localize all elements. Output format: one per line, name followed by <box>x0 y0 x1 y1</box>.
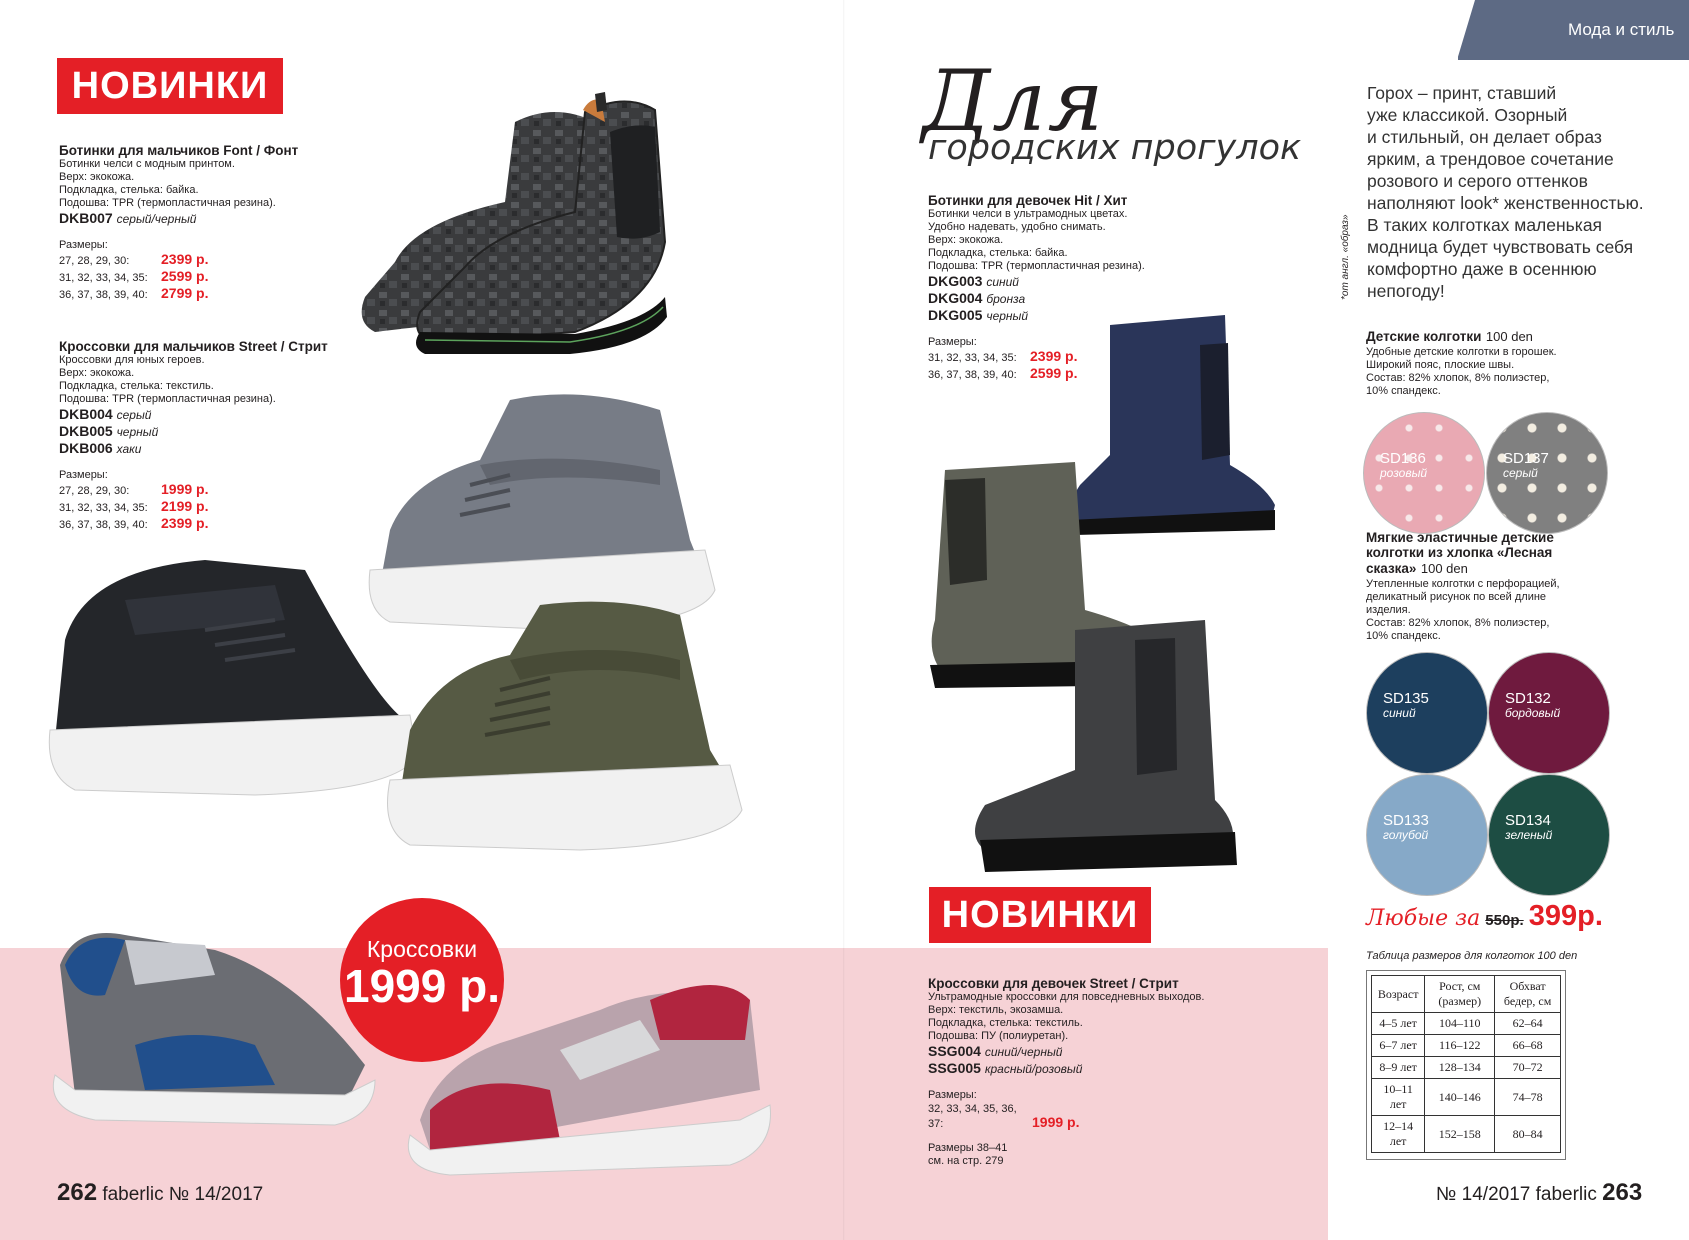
column-header: Обхват бедер, см <box>1495 976 1561 1013</box>
product-desc-line: Ботинки челси с модным принтом. <box>59 158 235 170</box>
size-range: 36, 37, 38, 39, 40: <box>59 289 148 301</box>
page-gutter <box>843 0 845 1240</box>
table-row <box>1372 1013 1561 1035</box>
size-range: 31, 32, 33, 34, 35: <box>59 272 148 284</box>
product-desc-line: Ботинки челси в ультрамодных цветах. <box>928 208 1128 220</box>
product-sneakers-girls <box>928 976 1258 1168</box>
product-desc-line: Ультрамодные кроссовки для повседневных выходов. <box>928 991 1205 1003</box>
code-color: серый/черный <box>116 212 197 226</box>
product-boots-font <box>59 143 359 303</box>
table-row <box>1372 1057 1561 1079</box>
promo-line1: Кроссовки <box>366 936 478 962</box>
code-color: бронза <box>986 292 1026 306</box>
intro-line: и стильный, он делает образ <box>1367 127 1602 147</box>
intro-line: наполняют look* женственностью. <box>1367 193 1644 213</box>
size-row <box>928 1102 1258 1132</box>
code-value: DKB005 <box>59 423 113 439</box>
table-cell: 4–5 лет <box>1372 1013 1425 1035</box>
column-header: Рост, см (размер) <box>1425 976 1495 1013</box>
promo-line2: 1999 р. <box>344 960 500 1012</box>
size-price: 1999 р. <box>1032 1114 1080 1130</box>
code-value: SSG004 <box>928 1043 981 1059</box>
swatch-sd132[interactable] <box>1488 652 1610 774</box>
swatch-color-name: голубой <box>1383 828 1429 842</box>
size-range: 36, 37, 38, 39, 40: <box>59 519 148 531</box>
swatch-sd137[interactable] <box>1486 412 1608 534</box>
sizes-label: Размеры: <box>928 1089 977 1101</box>
size-note: см. на стр. 279 <box>928 1155 1004 1167</box>
sneaker-black-image <box>45 540 435 810</box>
swatch-code: SD135 <box>1383 690 1429 707</box>
table-row <box>1372 1116 1561 1153</box>
code-color: черный <box>116 425 159 439</box>
size-range: 27, 28, 29, 30: <box>59 485 130 497</box>
new-badge-left <box>57 58 283 114</box>
code-value: DKB007 <box>59 210 113 226</box>
swatch-color-name: розовый <box>1380 466 1428 480</box>
price-offer <box>1366 900 1603 933</box>
intro-line: комфортно даже в осеннюю <box>1367 259 1597 279</box>
folio-left <box>57 1179 263 1207</box>
section-tab-label: Мода и стиль <box>1568 20 1675 39</box>
code-color: серый <box>116 408 152 422</box>
promo-price-circle <box>340 898 504 1062</box>
intro-line: уже классикой. Озорный <box>1367 105 1568 125</box>
code-value: DKG005 <box>928 307 983 323</box>
intro-line: модница будет чувствовать себя <box>1367 237 1634 257</box>
brand-name: faberlic <box>1535 1184 1597 1205</box>
intro-line: ярким, а трендовое сочетание <box>1367 149 1614 169</box>
code-color: хаки <box>116 442 142 456</box>
product-title-line: Мягкие эластичные детские <box>1366 530 1554 545</box>
swatch-code: SD136 <box>1380 450 1426 467</box>
intro-line: В таких колготках маленькая <box>1367 215 1603 235</box>
boot-black-image <box>965 610 1255 880</box>
code-value: DKB006 <box>59 440 113 456</box>
table-cell: 128–134 <box>1425 1057 1495 1079</box>
size-table <box>1371 975 1561 1153</box>
product-title: Кроссовки для девочек Street / Стрит <box>928 976 1179 991</box>
sizes-label: Размеры: <box>59 469 108 481</box>
product-desc-line: Кроссовки для юных героев. <box>59 354 205 366</box>
size-row <box>59 482 379 499</box>
code-color: синий/черный <box>984 1045 1063 1059</box>
code-value: SSG005 <box>928 1060 981 1076</box>
issue-number: № 14/2017 <box>168 1184 264 1205</box>
table-cell: 12–14 лет <box>1372 1116 1425 1153</box>
product-desc-line: Подкладка, стелька: байка. <box>928 247 1068 259</box>
product-code <box>928 1043 1258 1060</box>
size-row <box>59 516 379 533</box>
product-desc-line: деликатный рисунок по всей длине <box>1366 591 1547 603</box>
product-desc-line: Утепленные колготки с перфорацией, <box>1366 578 1560 590</box>
new-badge-label: НОВИНКИ <box>941 894 1139 936</box>
issue-number: № 14/2017 <box>1436 1184 1531 1205</box>
product-desc-line: Верх: текстиль, экозамша. <box>928 1004 1064 1016</box>
product-title-line: колготки из хлопка «Лесная <box>1366 545 1553 560</box>
sneaker-khaki-image <box>380 600 770 870</box>
size-price: 2799 р. <box>161 285 209 301</box>
product-desc-line: Подкладка, стелька: текстиль. <box>59 380 214 392</box>
product-desc-line: Состав: 82% хлопок, 8% полиэстер, <box>1366 372 1550 384</box>
product-desc-line: Подошва: TPR (термопластичная резина). <box>928 260 1145 272</box>
size-price: 2399 р. <box>1030 348 1078 364</box>
brand-name: faberlic <box>102 1184 164 1205</box>
offer-label: Любые за <box>1366 906 1481 931</box>
swatch-color-name: бордовый <box>1505 706 1561 720</box>
section-tab[interactable] <box>1458 0 1689 60</box>
product-desc-line: Верх: экокожа. <box>59 171 135 183</box>
product-desc-line: 10% спандекс. <box>1366 630 1441 642</box>
swatch-sd136[interactable] <box>1363 412 1485 534</box>
size-range: 32, 33, 34, 35, 36, 37: <box>928 1103 1017 1130</box>
product-code <box>59 210 359 227</box>
size-price: 2599 р. <box>161 268 209 284</box>
table-cell: 8–9 лет <box>1372 1057 1425 1079</box>
column-header: Возраст <box>1372 976 1425 1013</box>
swatch-code: SD134 <box>1505 812 1551 829</box>
size-range: 36, 37, 38, 39, 40: <box>928 369 1017 381</box>
product-desc-line: Состав: 82% хлопок, 8% полиэстер, <box>1366 617 1550 629</box>
code-value: DKB004 <box>59 406 113 422</box>
product-title: Детские колготки <box>1366 329 1482 344</box>
size-range: 31, 32, 33, 34, 35: <box>928 352 1017 364</box>
product-desc-line: Верх: экокожа. <box>928 234 1004 246</box>
size-price: 2599 р. <box>1030 365 1078 381</box>
code-color: черный <box>986 309 1029 323</box>
sizes-label: Размеры: <box>928 336 977 348</box>
product-desc-line: Подошва: TPR (термопластичная резина). <box>59 393 276 405</box>
product-desc-line: изделия. <box>1366 604 1411 616</box>
product-tights-forest <box>1366 530 1666 643</box>
product-desc-line: Широкий пояс, плоские швы. <box>1366 359 1515 371</box>
swatch-sd134[interactable] <box>1488 774 1610 896</box>
size-table-caption: Таблица размеров для колготок 100 den <box>1366 950 1578 962</box>
boot-font-image <box>355 92 725 362</box>
folio-right <box>1436 1179 1642 1207</box>
product-desc-line: Подошва: TPR (термопластичная резина). <box>59 197 276 209</box>
product-desc-line: Подкладка, стелька: байка. <box>59 184 199 196</box>
table-cell: 104–110 <box>1425 1013 1495 1035</box>
product-title-suffix: 100 den <box>1420 561 1468 576</box>
product-desc-line: Верх: экокожа. <box>59 367 135 379</box>
table-cell: 10–11 лет <box>1372 1079 1425 1116</box>
new-price: 399р. <box>1528 900 1603 932</box>
table-cell: 62–64 <box>1495 1013 1561 1035</box>
page-number: 262 <box>57 1179 98 1206</box>
table-cell: 80–84 <box>1495 1116 1561 1153</box>
table-cell: 74–78 <box>1495 1079 1561 1116</box>
swatch-color-name: серый <box>1503 466 1538 480</box>
product-title-suffix: 100 den <box>1485 329 1533 344</box>
page-heading: Для <box>922 52 1106 150</box>
table-cell: 140–146 <box>1425 1079 1495 1116</box>
product-title: Кроссовки для мальчиков Street / Стрит <box>59 339 328 354</box>
product-title: Ботинки для мальчиков Font / Фонт <box>59 143 299 158</box>
size-range: 27, 28, 29, 30: <box>59 255 130 267</box>
size-range: 31, 32, 33, 34, 35: <box>59 502 148 514</box>
swatch-color-name: синий <box>1383 706 1416 720</box>
code-value: DKG003 <box>928 273 983 289</box>
intro-line: непогоду! <box>1367 281 1445 301</box>
size-row <box>59 499 379 516</box>
page-subheading: городских прогулок <box>928 128 1302 168</box>
size-row <box>59 269 359 286</box>
table-cell: 66–68 <box>1495 1035 1561 1057</box>
swatch-code: SD137 <box>1503 450 1549 467</box>
size-row <box>59 286 359 303</box>
sizes-label: Размеры: <box>59 239 108 251</box>
table-cell: 152–158 <box>1425 1116 1495 1153</box>
sneaker-blue-image <box>45 905 385 1135</box>
new-badge-right <box>929 887 1151 943</box>
code-value: DKG004 <box>928 290 983 306</box>
table-cell: 116–122 <box>1425 1035 1495 1057</box>
intro-line: розового и серого оттенков <box>1367 171 1588 191</box>
intro-paragraph <box>1367 82 1667 302</box>
page-number: 263 <box>1602 1179 1643 1206</box>
product-desc-line: Удобно надевать, удобно снимать. <box>928 221 1106 233</box>
intro-line: Горох – принт, ставший <box>1367 83 1557 103</box>
product-code <box>59 440 379 457</box>
table-cell: 6–7 лет <box>1372 1035 1425 1057</box>
product-sneakers-boys <box>59 339 379 533</box>
swatch-code: SD132 <box>1505 690 1551 707</box>
size-price: 2399 р. <box>161 251 209 267</box>
size-price: 2199 р. <box>161 498 209 514</box>
product-code <box>59 406 379 423</box>
swatch-color-name: зеленый <box>1505 828 1553 842</box>
swatch-sd133[interactable] <box>1366 774 1488 896</box>
table-header-row <box>1372 976 1561 1013</box>
table-cell: 70–72 <box>1495 1057 1561 1079</box>
size-price: 2399 р. <box>161 515 209 531</box>
footnote: *от англ. «образ» <box>1340 214 1351 300</box>
size-table-frame <box>1366 970 1566 1160</box>
product-tights-dots <box>1366 328 1666 398</box>
product-desc-line: 10% спандекс. <box>1366 385 1441 397</box>
old-price: 550р. <box>1485 912 1524 929</box>
product-title: Ботинки для девочек Hit / Хит <box>928 193 1128 208</box>
size-note: Размеры 38–41 <box>928 1142 1008 1154</box>
table-row <box>1372 1079 1561 1116</box>
swatch-code: SD133 <box>1383 812 1429 829</box>
product-desc-line: Подошва: ПУ (полиуретан). <box>928 1030 1069 1042</box>
new-badge-label: НОВИНКИ <box>71 65 269 107</box>
product-code <box>59 423 379 440</box>
product-desc-line: Удобные детские колготки в горошек. <box>1366 346 1557 358</box>
product-desc-line: Подкладка, стелька: текстиль. <box>928 1017 1083 1029</box>
code-color: синий <box>986 275 1019 289</box>
code-color: красный/розовый <box>984 1062 1083 1076</box>
table-row <box>1372 1035 1561 1057</box>
product-code <box>928 1060 1258 1077</box>
swatch-sd135[interactable] <box>1366 652 1488 774</box>
product-title-line: сказка» <box>1366 561 1417 576</box>
product-code <box>928 273 1248 290</box>
size-price: 1999 р. <box>161 481 209 497</box>
size-row <box>59 252 359 269</box>
